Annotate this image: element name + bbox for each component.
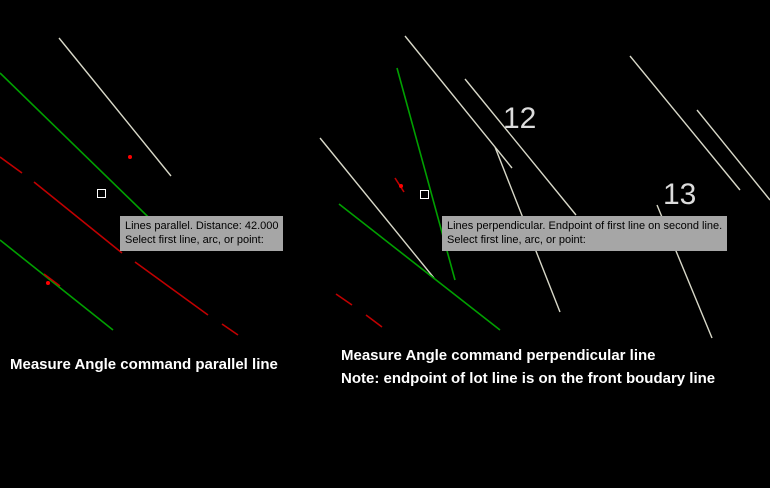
snap-point-marker: [399, 184, 403, 188]
snap-point-marker: [128, 155, 132, 159]
tooltip-parallel-line2: Select first line, arc, or point:: [125, 234, 264, 246]
snap-point-marker: [46, 281, 50, 285]
caption-parallel: Measure Angle command parallel line: [10, 356, 278, 373]
red-line-3: [135, 262, 208, 315]
lot-label-12: 12: [503, 102, 537, 135]
square-snap-marker-left[interactable]: [97, 189, 106, 198]
red-line-6: [366, 315, 382, 327]
white-line-1: [59, 38, 171, 176]
white-line-2: [320, 138, 434, 278]
caption-perpendicular-line1: Measure Angle command perpendicular line: [341, 347, 656, 364]
command-tooltip-parallel: [120, 216, 283, 251]
green-lines-group: [0, 68, 500, 330]
caption-perpendicular: [341, 344, 715, 390]
white-line-5: [630, 56, 740, 190]
white-line-4: [465, 79, 576, 215]
lot-label-13: 13: [663, 178, 697, 211]
red-line-5: [336, 294, 352, 305]
tooltip-perpendicular-line2: Select first line, arc, or point:: [447, 234, 586, 246]
tooltip-perpendicular-line1: Lines perpendicular. Endpoint of first line on second line.: [447, 220, 723, 232]
green-line-2: [0, 240, 113, 330]
red-line-1: [0, 157, 22, 173]
square-snap-marker-right[interactable]: [420, 190, 429, 199]
red-line-4: [222, 324, 238, 335]
tooltip-parallel-line1: Lines parallel. Distance: 42.000: [125, 220, 279, 232]
caption-perpendicular-line2: Note: endpoint of lot line is on the front boudary line: [341, 370, 716, 387]
white-line-6: [697, 110, 770, 200]
command-tooltip-perpendicular: [442, 216, 727, 251]
red-line-2: [34, 182, 122, 253]
